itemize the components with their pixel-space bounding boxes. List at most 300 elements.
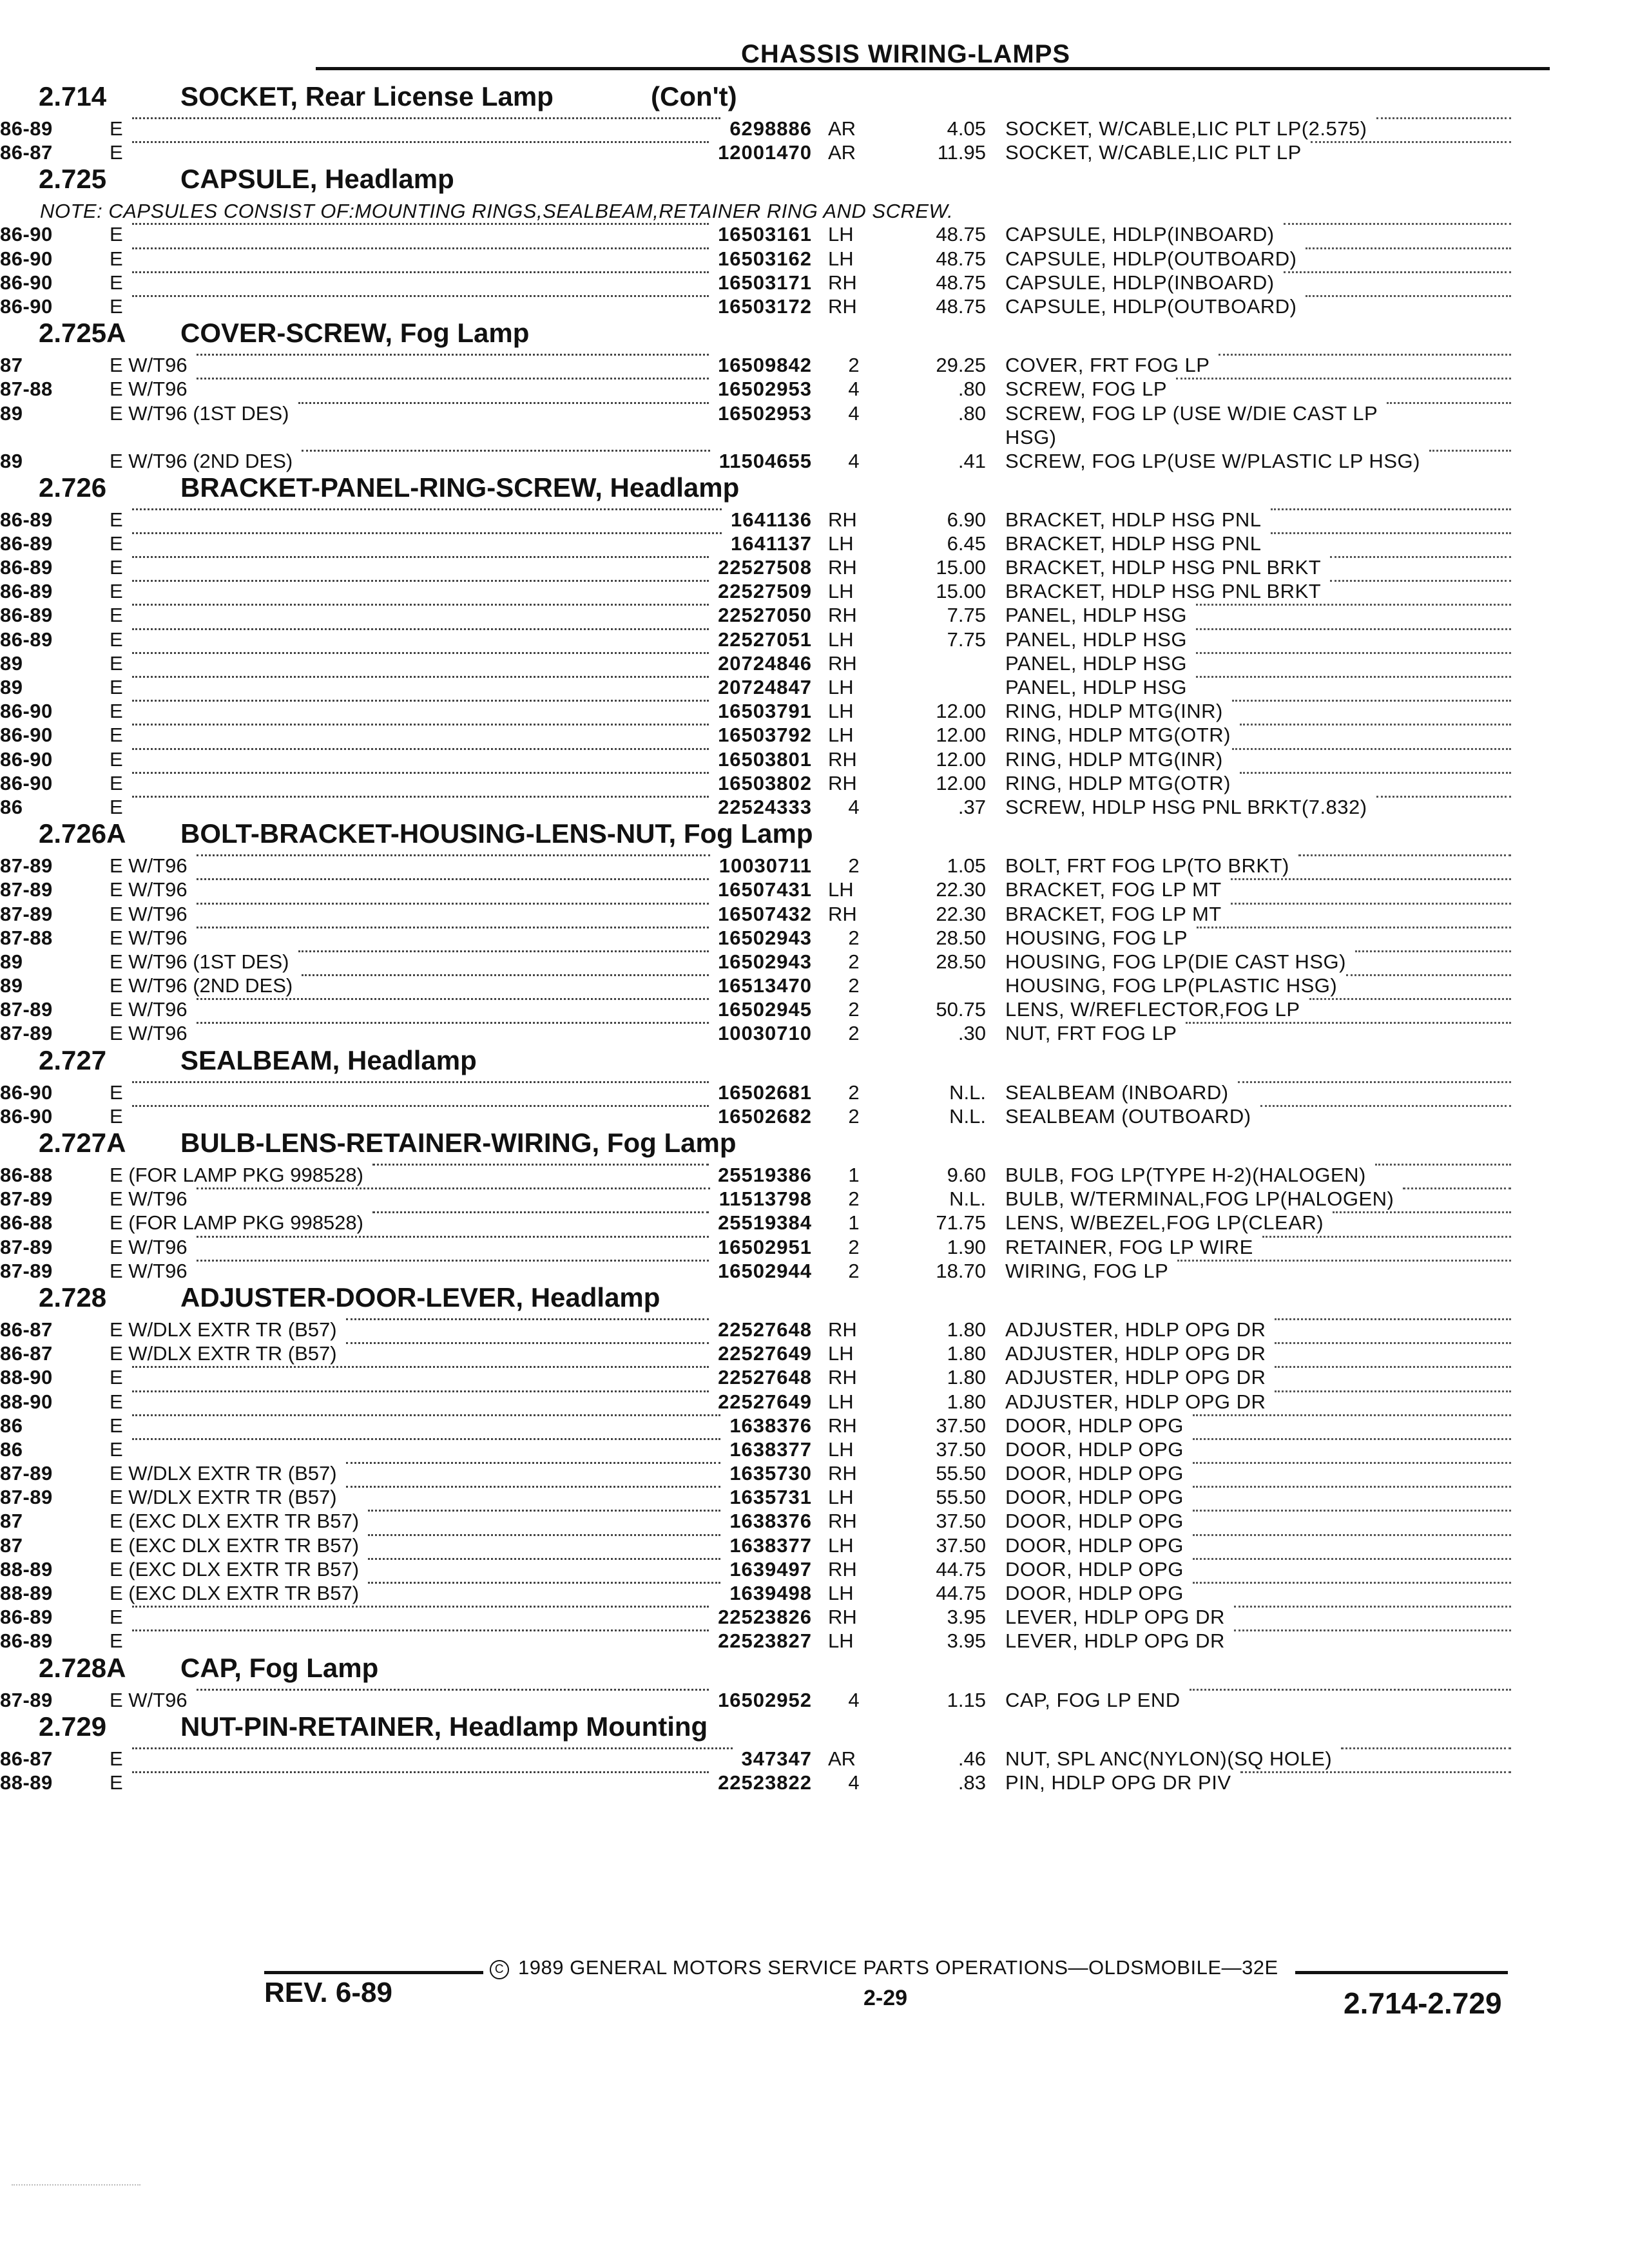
part-description: HOUSING, FOG LP(PLASTIC HSG): [1005, 974, 1338, 997]
part-number: 6298886: [729, 117, 812, 140]
part-number: 1641137: [731, 532, 812, 555]
table-row: [0, 352, 1629, 376]
section-range: 2.714-2.729: [1344, 1986, 1502, 2020]
part-description: CAP, FOG LP END: [1005, 1688, 1181, 1711]
part-description: BULB, FOG LP(TYPE H-2)(HALOGEN): [1005, 1164, 1366, 1186]
table-row: [0, 771, 1629, 794]
model-code: E W/T96: [110, 902, 188, 925]
part-description: NUT, FRT FOG LP: [1005, 1022, 1177, 1045]
part-number: 16502943: [718, 926, 812, 949]
leader-dots: [1193, 1438, 1511, 1440]
copyright-line: [490, 1956, 1278, 1979]
part-description: DOOR, HDLP OPG: [1005, 1486, 1184, 1509]
leader-dots: [1311, 141, 1511, 143]
quantity: RH: [828, 604, 857, 627]
price: 1.80: [947, 1390, 986, 1413]
price: .83: [958, 1771, 986, 1794]
model-code: E: [110, 651, 123, 675]
part-description: HOUSING, FOG LP(DIE CAST HSG): [1005, 950, 1346, 973]
part-description: PIN, HDLP OPG DR PIV: [1005, 1771, 1231, 1794]
price: 12.00: [936, 724, 986, 747]
page-title: CHASSIS WIRING-LAMPS: [741, 40, 1071, 68]
model-code: E (EXC DLX EXTR TR B57): [110, 1510, 360, 1533]
leader-dots: [1177, 1260, 1511, 1262]
model-code: E: [110, 676, 123, 698]
table-row: [0, 602, 1629, 626]
part-description: CAPSULE, HDLP(OUTBOARD): [1005, 247, 1297, 270]
part-number: 1635730: [729, 1462, 812, 1485]
leader-dots: [1330, 556, 1511, 558]
model-code: E: [110, 1390, 123, 1413]
leader-dots: [1284, 271, 1511, 273]
leader-dots: [1193, 1414, 1511, 1416]
model-years: 87: [0, 354, 23, 377]
quantity: 2: [848, 974, 860, 997]
model-years: 86: [0, 795, 23, 818]
part-number: 16507432: [718, 902, 812, 925]
section-heading: [0, 1711, 1629, 1746]
part-description: SEALBEAM (OUTBOARD): [1005, 1104, 1251, 1128]
price: 3.95: [947, 1606, 986, 1629]
model-years: 86-89: [0, 1629, 53, 1653]
model-code: E: [110, 508, 123, 531]
part-description: SCREW, FOG LP(USE W/PLASTIC LP HSG): [1005, 449, 1420, 472]
leader-dots: [1333, 1211, 1511, 1213]
part-description: ADJUSTER, HDLP OPG DR: [1005, 1390, 1266, 1413]
part-description: BRACKET, HDLP HSG PNL BRKT: [1005, 556, 1322, 579]
leader-dots: [1193, 1462, 1511, 1464]
model-code: E W/T96: [110, 378, 188, 401]
part-number: 22523827: [718, 1629, 812, 1653]
quantity: 4: [848, 449, 860, 472]
model-years: 86-89: [0, 556, 53, 579]
price: 1.90: [947, 1235, 986, 1258]
model-years: 87-89: [0, 854, 53, 878]
part-number: 16503792: [718, 724, 812, 747]
price: 48.75: [936, 247, 986, 270]
section-number: 2.714: [39, 81, 107, 111]
leader-dots: [1196, 604, 1511, 606]
model-years: 89: [0, 974, 23, 997]
part-description: ADJUSTER, HDLP OPG DR: [1005, 1366, 1266, 1389]
leader-dots: [1260, 1105, 1511, 1107]
part-description: BRACKET, HDLP HSG PNL: [1005, 532, 1262, 555]
table-row: [0, 1508, 1629, 1532]
section: [0, 1711, 1629, 1794]
table-row: [0, 627, 1629, 651]
quantity: LH: [828, 1342, 854, 1365]
section-title: SEALBEAM, Headlamp: [180, 1044, 477, 1075]
quantity: 4: [848, 401, 860, 425]
leader-dots: [1284, 223, 1511, 225]
part-description: BRACKET, HDLP HSG PNL BRKT: [1005, 580, 1322, 603]
quantity: AR: [828, 117, 856, 140]
table-row: [0, 1235, 1629, 1258]
price: 7.75: [947, 628, 986, 651]
section-number: 2.726: [39, 472, 107, 503]
page-number: 2-29: [863, 1986, 908, 2010]
table-row: [0, 651, 1629, 675]
price: 1.15: [947, 1688, 986, 1711]
section-heading: [0, 1128, 1629, 1162]
price: .30: [958, 1022, 986, 1045]
quantity: 2: [848, 950, 860, 973]
model-years: 86-88: [0, 1164, 53, 1186]
quantity: 1: [848, 1211, 860, 1235]
price: 37.50: [936, 1510, 986, 1533]
model-years: 86: [0, 1414, 23, 1437]
quantity: LH: [828, 724, 854, 747]
leader-dots: [1231, 878, 1511, 880]
part-number: 25519384: [718, 1211, 812, 1235]
section: [0, 318, 1629, 472]
price: N.L.: [949, 1081, 986, 1104]
section-title: COVER-SCREW, Fog Lamp: [180, 318, 530, 349]
part-description: SOCKET, W/CABLE,LIC PLT LP(2.575): [1005, 117, 1367, 140]
leader-dots: [1193, 1486, 1511, 1488]
leader-dots: [1240, 1771, 1511, 1773]
part-description: BOLT, FRT FOG LP(TO BRKT): [1005, 854, 1289, 878]
quantity: RH: [828, 1606, 857, 1629]
table-row: [0, 579, 1629, 602]
part-number: 16507431: [718, 878, 812, 901]
section-number: 2.728A: [39, 1652, 126, 1683]
model-years: 89: [0, 651, 23, 675]
quantity: 2: [848, 1104, 860, 1128]
part-number: 16502951: [718, 1235, 812, 1258]
leader-dots: [1196, 628, 1511, 630]
price: 28.50: [936, 950, 986, 973]
section-heading: [0, 472, 1629, 507]
part-number: 16513470: [718, 974, 812, 997]
price: 15.00: [936, 580, 986, 603]
part-description: SCREW, FOG LP: [1005, 378, 1168, 401]
quantity: AR: [828, 1747, 856, 1770]
part-number: 25519386: [718, 1164, 812, 1186]
model-code: E W/T96 (1ST DES): [110, 950, 289, 973]
leader-dots: [1330, 580, 1511, 582]
table-row: [0, 1258, 1629, 1282]
price: 15.00: [936, 556, 986, 579]
table-row: [0, 722, 1629, 746]
section-number: 2.727: [39, 1044, 107, 1075]
quantity: 2: [848, 926, 860, 949]
part-description: DOOR, HDLP OPG: [1005, 1437, 1184, 1461]
model-years: 86-89: [0, 1606, 53, 1629]
price: 71.75: [936, 1211, 986, 1235]
leader-dots: [1196, 652, 1511, 654]
quantity: 1: [848, 1164, 860, 1186]
price: .80: [958, 401, 986, 425]
quantity: LH: [828, 247, 854, 270]
table-row: [0, 901, 1629, 925]
part-description: ADJUSTER, HDLP OPG DR: [1005, 1342, 1266, 1365]
quantity: RH: [828, 294, 857, 318]
model-years: 86-90: [0, 700, 53, 723]
model-code: E: [110, 604, 123, 627]
price: 1.05: [947, 854, 986, 878]
model-years: 86-87: [0, 1342, 53, 1365]
quantity: RH: [828, 1510, 857, 1533]
model-years: 88-89: [0, 1557, 53, 1581]
model-years: 86-87: [0, 141, 53, 164]
model-code: E: [110, 1437, 123, 1461]
leader-dots: [1193, 1510, 1511, 1512]
quantity: RH: [828, 902, 857, 925]
part-description: WIRING, FOG LP: [1005, 1259, 1169, 1282]
model-code: E: [110, 700, 123, 723]
part-description: PANEL, HDLP HSG: [1005, 628, 1188, 651]
part-description: PANEL, HDLP HSG: [1005, 676, 1188, 698]
price: 12.00: [936, 771, 986, 794]
table-row: [0, 1746, 1629, 1770]
table-row: [0, 997, 1629, 1021]
section-heading: [0, 1653, 1629, 1687]
part-number: 11504655: [718, 449, 812, 472]
quantity: 4: [848, 378, 860, 401]
table-row: [0, 531, 1629, 555]
model-code: E: [110, 247, 123, 270]
price: N.L.: [949, 1104, 986, 1128]
part-description: RETAINER, FOG LP WIRE: [1005, 1235, 1253, 1258]
model-years: 87-89: [0, 1486, 53, 1509]
price: 1.80: [947, 1318, 986, 1341]
table-row: [0, 448, 1629, 472]
part-description: CAPSULE, HDLP(INBOARD): [1005, 223, 1275, 246]
part-number: 22524333: [718, 795, 812, 818]
price: 18.70: [936, 1259, 986, 1282]
section-heading: [0, 818, 1629, 853]
model-code: E W/T96: [110, 878, 188, 901]
model-years: 87-89: [0, 878, 53, 901]
table-row: [0, 270, 1629, 294]
model-code: E (EXC DLX EXTR TR B57): [110, 1557, 360, 1581]
section-title: BRACKET-PANEL-RING-SCREW, Headlamp: [180, 472, 740, 503]
table-row: [0, 294, 1629, 318]
model-years: 88-90: [0, 1390, 53, 1413]
leader-dots: [1193, 1558, 1511, 1560]
model-code: E W/T96: [110, 1235, 188, 1258]
model-code: E: [110, 724, 123, 747]
footer-rule-left: [264, 1971, 483, 1974]
model-years: 86-90: [0, 1104, 53, 1128]
model-code: E: [110, 556, 123, 579]
part-description: SEALBEAM (INBOARD): [1005, 1081, 1229, 1104]
part-description: RING, HDLP MTG(INR): [1005, 747, 1223, 771]
section-heading: [0, 1282, 1629, 1317]
table-row: [0, 1389, 1629, 1413]
quantity: LH: [828, 532, 854, 555]
leader-dots: [1176, 378, 1511, 380]
model-code: E: [110, 795, 123, 818]
part-number: 22523826: [718, 1606, 812, 1629]
table-row: [0, 1365, 1629, 1389]
table-row: [0, 1461, 1629, 1485]
quantity: RH: [828, 1462, 857, 1485]
quantity: LH: [828, 1390, 854, 1413]
price: 1.80: [947, 1342, 986, 1365]
part-description: BRACKET, FOG LP MT: [1005, 902, 1222, 925]
part-description: SOCKET, W/CABLE,LIC PLT LP: [1005, 141, 1302, 164]
section-title: ADJUSTER-DOOR-LEVER, Headlamp: [180, 1282, 660, 1312]
part-number: 16502953: [718, 378, 812, 401]
model-years: 86-90: [0, 271, 53, 294]
section-title: BULB-LENS-RETAINER-WIRING, Fog Lamp: [180, 1128, 737, 1158]
quantity: RH: [828, 1414, 857, 1437]
table-row: [0, 376, 1629, 400]
table-row: [0, 1485, 1629, 1508]
price: 12.00: [936, 747, 986, 771]
model-years: 87-89: [0, 1462, 53, 1485]
model-code: E: [110, 141, 123, 164]
price: 3.95: [947, 1629, 986, 1653]
table-row: [0, 555, 1629, 579]
price: 6.45: [947, 532, 986, 555]
model-code: E W/T96: [110, 854, 188, 878]
price: 48.75: [936, 271, 986, 294]
part-number: 347347: [741, 1747, 812, 1770]
quantity: 2: [848, 1259, 860, 1282]
model-code: E W/DLX EXTR TR (B57): [110, 1342, 337, 1365]
header-rule: [316, 67, 1550, 70]
model-code: E: [110, 771, 123, 794]
price: 37.50: [936, 1414, 986, 1437]
quantity: LH: [828, 700, 854, 723]
model-years: 86-90: [0, 294, 53, 318]
model-years: 87-89: [0, 1259, 53, 1282]
leader-dots: [1238, 1081, 1511, 1083]
quantity: LH: [828, 1582, 854, 1604]
leader-dots: [1275, 1366, 1511, 1368]
part-number: 10030710: [718, 1022, 812, 1045]
price: 11.95: [937, 141, 986, 164]
leader-dots: [1275, 1390, 1511, 1392]
price: 7.75: [947, 604, 986, 627]
model-code: E: [110, 747, 123, 771]
model-years: 87-89: [0, 1022, 53, 1045]
part-number: 22527648: [718, 1318, 812, 1341]
leader-dots: [1197, 927, 1511, 928]
part-number: 16503802: [718, 771, 812, 794]
price: .37: [958, 795, 986, 818]
model-years: 88-90: [0, 1366, 53, 1389]
section-heading: [0, 318, 1629, 352]
leader-dots: [1376, 796, 1511, 798]
leader-dots: [1275, 1318, 1511, 1320]
part-number: 1635731: [729, 1486, 812, 1509]
model-years: 87-89: [0, 998, 53, 1021]
model-years: 89: [0, 401, 23, 425]
part-description: DOOR, HDLP OPG: [1005, 1557, 1184, 1581]
part-description: DOOR, HDLP OPG: [1005, 1510, 1184, 1533]
part-description: DOOR, HDLP OPG: [1005, 1533, 1184, 1557]
part-number: 22523822: [718, 1771, 812, 1794]
table-row: [0, 1210, 1629, 1234]
part-description-cont: HSG): [1005, 425, 1057, 448]
model-code: E W/DLX EXTR TR (B57): [110, 1318, 337, 1341]
leader-dots: [1232, 700, 1511, 702]
part-number: 16503801: [718, 747, 812, 771]
part-number: 16502952: [718, 1688, 812, 1711]
part-number: 1638377: [729, 1533, 812, 1557]
section: [0, 818, 1629, 1045]
table-row: [0, 246, 1629, 270]
model-years: 87: [0, 1510, 23, 1533]
table-row: [0, 1080, 1629, 1104]
part-number: 1638376: [729, 1510, 812, 1533]
model-years: 86-89: [0, 532, 53, 555]
part-description: PANEL, HDLP HSG: [1005, 604, 1188, 627]
model-years: 86-88: [0, 1211, 53, 1235]
table-row: [0, 1533, 1629, 1557]
copyright-icon: C: [490, 1960, 509, 1979]
quantity: RH: [828, 747, 857, 771]
model-years: 86: [0, 1437, 23, 1461]
model-code: E: [110, 117, 123, 140]
quantity: RH: [828, 771, 857, 794]
table-row: [0, 698, 1629, 722]
part-number: 22527051: [718, 628, 812, 651]
part-number: 1639498: [729, 1582, 812, 1604]
price: N.L.: [949, 1187, 986, 1211]
model-code: E: [110, 1081, 123, 1104]
leader-dots: [1309, 998, 1511, 1000]
table-row: [0, 1021, 1629, 1044]
section-number: 2.725: [39, 164, 107, 195]
quantity: RH: [828, 1366, 857, 1389]
leader-dots: [1375, 1164, 1511, 1166]
section-note: [0, 198, 1629, 222]
quantity: 2: [848, 1235, 860, 1258]
table-row: [0, 1317, 1629, 1341]
price: 48.75: [936, 294, 986, 318]
price: 12.00: [936, 700, 986, 723]
leader-dots: [1306, 295, 1511, 297]
part-description: CAPSULE, HDLP(OUTBOARD): [1005, 294, 1297, 318]
part-description: LENS, W/REFLECTOR,FOG LP: [1005, 998, 1300, 1021]
model-years: 88-89: [0, 1582, 53, 1604]
table-row: [0, 794, 1629, 818]
model-years: 86-89: [0, 580, 53, 603]
model-code: E: [110, 1104, 123, 1128]
model-code: E: [110, 532, 123, 555]
part-number: 22527649: [718, 1390, 812, 1413]
leader-dots: [1240, 724, 1511, 726]
leader-dots: [1298, 854, 1511, 856]
model-years: 86-89: [0, 117, 53, 140]
leader-dots: [1262, 1236, 1511, 1238]
table-row: [0, 1604, 1629, 1628]
table-row: [0, 1581, 1629, 1604]
part-description: RING, HDLP MTG(OTR): [1005, 771, 1231, 794]
model-code: E (FOR LAMP PKG 998528): [110, 1164, 363, 1186]
section: [0, 472, 1629, 818]
model-years: 86-87: [0, 1747, 53, 1770]
part-description: RING, HDLP MTG(INR): [1005, 700, 1223, 723]
model-years: 86-90: [0, 223, 53, 246]
table-row: [0, 507, 1629, 531]
part-description: LENS, W/BEZEL,FOG LP(CLEAR): [1005, 1211, 1324, 1235]
model-years: 87: [0, 1533, 23, 1557]
part-number: 10030711: [718, 854, 812, 878]
quantity: LH: [828, 628, 854, 651]
quantity: LH: [828, 676, 854, 698]
model-code: E: [110, 1629, 123, 1653]
model-code: E: [110, 628, 123, 651]
leader-dots: [1186, 1022, 1511, 1024]
table-row: [0, 1687, 1629, 1711]
section: [0, 81, 1629, 164]
